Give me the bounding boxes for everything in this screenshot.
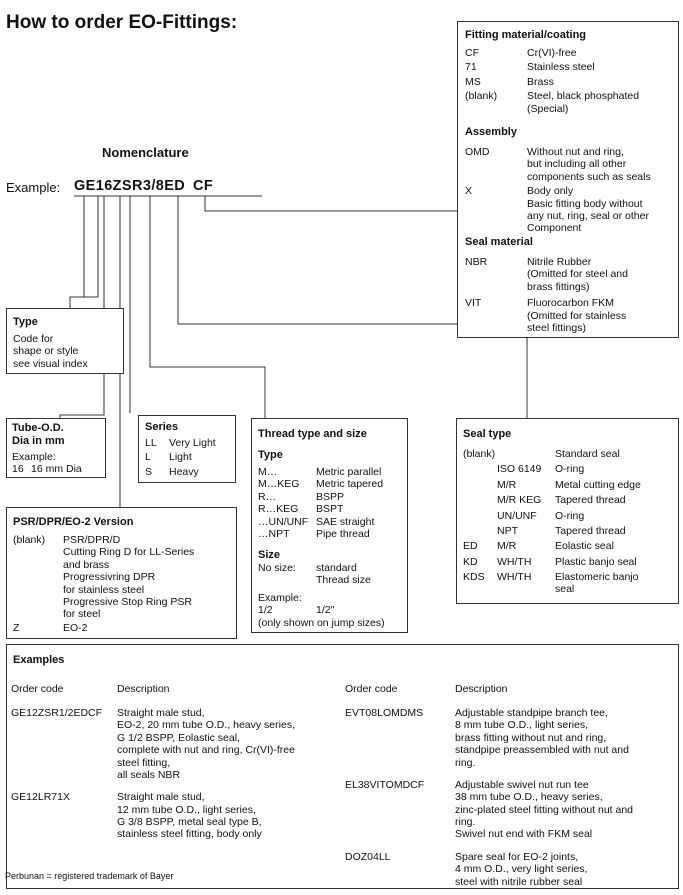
series-desc: Very Light: [169, 437, 216, 449]
example-order-code: GE12ZSR1/2EDCF: [11, 707, 103, 719]
examples-box: [6, 644, 679, 889]
assembly-desc: Without nut and ring, but including all other components such as seals: [527, 146, 651, 183]
example-order-code: EL38VITOMDCF: [345, 778, 425, 791]
trademark-footnote: Perbunan = registered trademark of Bayer: [5, 871, 174, 881]
examples-header: Examples: [13, 654, 65, 666]
psr-code: (blank): [13, 534, 46, 546]
seal-type-desc: Tapered thread: [555, 524, 626, 537]
series-table: [145, 437, 235, 478]
material-code: CF: [465, 47, 479, 59]
tube-od-header: Tube-O.D. Dia in mm: [12, 422, 65, 447]
material-desc: Stainless steel: [527, 61, 595, 74]
seal-type-desc: Elastomeric banjo seal: [555, 571, 639, 596]
examples-col-desc-left: Description: [117, 683, 170, 695]
examples-col-code-left: Order code: [11, 683, 64, 695]
assembly-code: X: [465, 185, 473, 198]
seal-type-thread: NPT: [497, 524, 518, 537]
series-code: L: [145, 451, 151, 464]
thread-desc: Metric parallel: [316, 466, 382, 478]
fitting-material-box: [457, 21, 679, 338]
examples-col-desc-right: Description: [455, 683, 508, 695]
material-desc: Cr(VI)-free: [527, 47, 577, 59]
seal-type-thread: WH/TH: [497, 571, 532, 583]
example-code: GE16ZSR3/8ED: [74, 178, 186, 194]
seal-type-thread: M/R: [497, 540, 517, 553]
thread-desc: BSPP: [316, 490, 345, 503]
thread-example-label: Example:: [258, 592, 302, 604]
thread-size-code: No size:: [258, 562, 296, 574]
seal-type-code: [463, 463, 497, 475]
seal-type-code: [463, 510, 497, 522]
thread-size-desc: standard Thread size: [316, 562, 371, 587]
seal-type-code: KD: [463, 555, 478, 568]
thread-code: M…KEG: [258, 478, 300, 491]
seal-type-code: ED: [463, 540, 478, 553]
psr-desc: PSR/DPR/D Cutting Ring D for LL-Series and brass Progressivring DPR for stainless steel Progressive Stop Ring PSR for steel: [63, 534, 195, 621]
seal-type-desc: O-ring: [555, 463, 585, 476]
tube-example-value: 16 mm Dia: [31, 463, 82, 475]
series-code: LL: [145, 437, 157, 449]
examples-left-list: [11, 707, 345, 841]
seal-type-code: [463, 479, 497, 491]
series-header: Series: [145, 421, 179, 433]
thread-desc: Pipe thread: [316, 527, 370, 540]
seal-material-desc: Fluorocarbon FKM (Omitted for stainless steel fittings): [527, 297, 627, 334]
seal-material-code: VIT: [465, 297, 482, 310]
examples-right-list: [345, 707, 655, 888]
seal-type-desc: Metal cutting edge: [555, 478, 641, 491]
nomenclature-heading: Nomenclature: [102, 145, 189, 160]
seal-type-thread: UN/UNF: [497, 509, 537, 522]
thread-code: R…KEG: [258, 503, 299, 516]
seal-material-code: NBR: [465, 256, 488, 268]
connector-tube: [60, 196, 104, 418]
thread-example-value: 1/2": [316, 604, 335, 616]
seal-type-thread: M/R: [497, 478, 517, 491]
example-description: Adjustable standpipe branch tee, 8 mm tube O.D., light series, brass fitting without nut and ring, standpipe preassembled with nut and ring.: [455, 707, 629, 769]
example-code-suffix: CF: [193, 178, 214, 194]
material-code: 71: [465, 61, 477, 74]
connector-material: [205, 196, 457, 211]
seal-type-desc: Standard seal: [555, 448, 620, 460]
example-order-code: GE12LR71X: [11, 791, 70, 804]
seal-type-desc: Tapered thread: [555, 494, 626, 507]
seal-type-box: [456, 418, 679, 604]
example-label: Example:: [6, 180, 61, 195]
thread-code: …UN/UNF: [258, 515, 309, 528]
seal-type-thread: WH/TH: [497, 555, 532, 568]
seal-material-header: Seal material: [465, 236, 533, 248]
example-order-code: EVT08LOMDMS: [345, 707, 424, 719]
seal-material-table: [465, 256, 677, 334]
fitting-material-header: Fitting material/coating: [465, 29, 587, 41]
connector-thread-size: [150, 196, 265, 418]
example-description: Adjustable swivel nut run tee 38 mm tube O.D., heavy series, zinc-plated steel fitting without nut and ring. Swivel nut end with FKM seal: [455, 778, 634, 841]
seal-type-header: Seal type: [463, 428, 512, 440]
seal-type-thread: ISO 6149: [497, 463, 542, 476]
seal-type-code: KDS: [463, 571, 485, 583]
thread-note: (only shown on jump sizes): [258, 617, 385, 629]
thread-box: [251, 418, 408, 633]
seal-type-code: (blank): [463, 448, 496, 460]
tube-example-label: Example:: [12, 451, 56, 463]
series-desc: Light: [169, 451, 192, 464]
series-code: S: [145, 465, 153, 478]
thread-size-header: Size: [258, 549, 281, 561]
example-description: Straight male stud, EO-2, 20 mm tube O.D., heavy series, G 1/2 BSPP, Eolastic seal, complete with nut and ring, Cr(VI)-free steel fitting, all seals NBR: [117, 707, 295, 781]
seal-type-desc: O-ring: [555, 509, 585, 522]
psr-version-box: [6, 507, 237, 639]
examples-col-code-right: Order code: [345, 683, 398, 695]
series-desc: Heavy: [169, 465, 199, 478]
psr-code: Z: [13, 621, 20, 634]
connector-type: [70, 196, 84, 308]
type-header: Type: [13, 316, 38, 328]
type-box: [6, 308, 124, 374]
series-box: [138, 415, 236, 483]
material-code: MS: [465, 75, 481, 88]
seal-type-code: [463, 494, 497, 506]
thread-desc: BSPT: [316, 503, 344, 516]
seal-type-table: [463, 448, 675, 596]
thread-type-header: Type: [258, 449, 283, 461]
material-desc: Steel, black phosphated (Special): [527, 90, 640, 115]
seal-type-desc: Plastic banjo seal: [555, 555, 637, 568]
page-title: How to order EO-Fittings:: [6, 12, 238, 33]
material-code: (blank): [465, 90, 498, 103]
fitting-material-table: [465, 47, 673, 115]
material-desc: Brass: [527, 75, 554, 88]
psr-version-header: PSR/DPR/EO-2 Version: [13, 516, 134, 528]
thread-code: …NPT: [258, 527, 290, 540]
tube-example-code: 16: [12, 463, 24, 475]
thread-example-code: 1/2: [258, 604, 273, 616]
example-description: Straight male stud, 12 mm tube O.D., light series, G 3/8 BSPP, metal seal type B, stainless steel fitting, body only: [117, 791, 262, 841]
type-text: Code for shape or style see visual index: [13, 333, 88, 370]
thread-code: M…: [258, 466, 278, 478]
example-description: Spare seal for EO-2 joints, 4 mm O.D., very light series, steel with nitrile rubber seal: [455, 850, 588, 888]
seal-material-desc: Nitrile Rubber (Omitted for steel and brass fittings): [527, 256, 628, 293]
tube-od-box: [6, 418, 106, 478]
assembly-table: [465, 146, 677, 235]
thread-code: R…: [258, 490, 277, 503]
assembly-desc: Body only Basic fitting body without any nut, ring, seal or other Component: [527, 185, 649, 235]
psr-version-table: [13, 534, 233, 634]
seal-type-desc: Eolastic seal: [555, 540, 614, 553]
psr-desc: EO-2: [63, 621, 88, 634]
thread-desc: SAE straight: [316, 515, 375, 528]
seal-type-thread: M/R KEG: [497, 494, 542, 507]
example-order-code: DOZ04LL: [345, 850, 391, 863]
thread-type-table: [258, 466, 406, 540]
assembly-header: Assembly: [465, 126, 517, 138]
thread-desc: Metric tapered: [316, 478, 384, 491]
seal-type-thread: [497, 448, 555, 460]
seal-type-code: [463, 525, 497, 537]
assembly-code: OMD: [465, 146, 490, 158]
thread-header: Thread type and size: [258, 428, 367, 440]
